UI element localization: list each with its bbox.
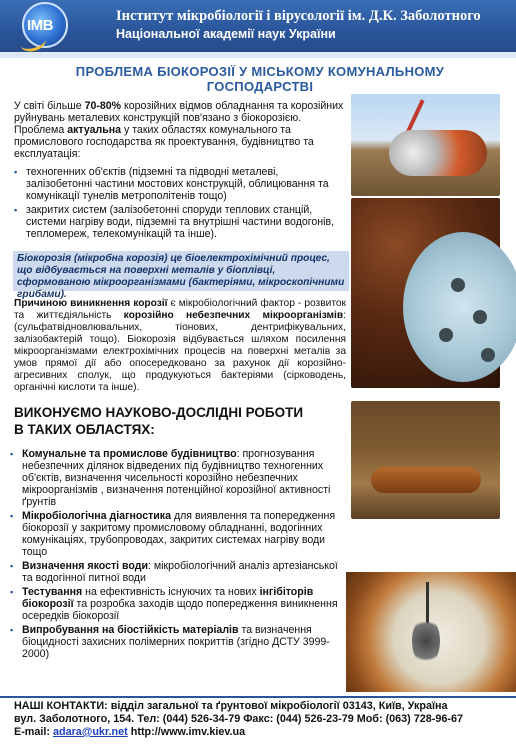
- logo-text: IMB: [27, 17, 53, 34]
- work-item-title: Випробування на біостійкість матеріалів: [22, 624, 239, 636]
- title-line-2: ГОСПОДАРСТВІ: [206, 79, 314, 94]
- intro-list-item: ▪ техногенних об'єктів (підземні та підводні металеві, залізобетонні частини мостових конструкцій, облицювання та комунікації тунелів метрополітенів тощо): [14, 166, 346, 202]
- definition-band: [13, 251, 349, 300]
- intro-percent: 70-80%: [84, 100, 122, 112]
- footer-line-3: [14, 726, 463, 739]
- corroded-pipe-shape: [371, 467, 481, 493]
- intro-text-1: У світі більше: [14, 100, 85, 112]
- page-title: [40, 64, 480, 94]
- work-item: [10, 624, 340, 660]
- contacts-footer: [14, 700, 463, 739]
- work-item-text: : прогнозування небезпечних ділянок відведених під будівництво техногенних об'єктів, визначення чисельності корозійно небезпечних мікроорганізмів , визначення потенційної корозійної активності ґрунтів: [22, 448, 331, 508]
- colony-dot: [451, 278, 465, 292]
- cause-text-1: є мікробіологічний фактор - розвиток та життєдіяльність: [14, 298, 346, 321]
- work-item-text-2: та розробка заходів щодо попередження виникнення осередків біокорозії: [22, 598, 338, 622]
- website-link[interactable]: http://www.imv.kiev.ua: [127, 726, 246, 738]
- intro-text-3: у таких областях комунального та промислового господарства як проектування, будівництво та експлуатація:: [14, 124, 314, 160]
- colony-dot: [473, 310, 487, 324]
- work-title-line-2: В ТАКИХ ОБЛАСТЯХ:: [14, 422, 155, 437]
- petri-dish-corrosion-photo: [351, 198, 500, 388]
- email-link[interactable]: adara@ukr.net: [53, 726, 128, 738]
- work-item-title: Визначення якості води: [22, 560, 149, 572]
- cause-text-2: : (сульфатвідновлювальних, тіонових, дентрифікувальних, залізобактерій тощо). Біокорозія відбувається шляхом посилення мікроорганізмами електрохімічних процесів на поверхні металів за умов прямої дії або опосередковано за рахунок дії корозійно-агресивних сполук, що продукуються бактеріями (сірководень, органічні кислоти та інше).: [14, 310, 346, 393]
- colony-dot: [481, 348, 495, 362]
- work-item-title: Тестування: [22, 586, 83, 598]
- title-line-1: ПРОБЛЕМА БІОКОРОЗІЇ У МІСЬКОМУ КОМУНАЛЬНОМУ: [75, 64, 445, 79]
- work-item-title: Мікробіологічна діагностика: [22, 510, 171, 522]
- work-item-title-2: інгібіторів біокорозії: [22, 586, 314, 610]
- work-list: [10, 448, 340, 662]
- work-title-line-1: ВИКОНУЄМО НАУКОВО-ДОСЛІДНІ РОБОТИ: [14, 405, 304, 420]
- email-label: E-mail:: [14, 726, 53, 738]
- work-item: [10, 510, 340, 558]
- work-item-text: на ефективність існуючих та нових: [82, 586, 260, 598]
- footer-line-2: вул. Заболотного, 154. Тел: (044) 526-34-79 Факс: (044) 526-23-79 Моб: (063) 728-96-67: [14, 713, 463, 725]
- intro-text-2: корозійних відмов обладнання та корозійних руйнувань металевих конструкцій пов'язано з біокорозією. Проблема: [14, 100, 344, 136]
- work-item-text: : мікробіологічний аналіз артезіанської та водогінної питної води: [22, 560, 338, 584]
- intro-list-item: ▪ закритих систем (залізобетонні споруди теплових станцій, системи нагріву води, підземні та внутрішні частини водогонів, тепломереж, телекомунікацій та інше).: [14, 204, 346, 240]
- sample-blob: [412, 616, 440, 666]
- intro-actual: актуальна: [67, 124, 122, 136]
- corroded-pipe-excavation-photo: [351, 401, 500, 519]
- cause-bold-1: Причиною виникнення корозії: [14, 298, 168, 309]
- footer-divider: [0, 696, 516, 698]
- institute-name: Інститут мікробіології і вірусології ім. Д.К. Заболотного: [116, 8, 481, 24]
- definition-text: Біокорозія (мікробна корозія) це біоелектрохімічний процес, що відбувається на поверхні металів у біоплівці, сформованою мікроорганізмами (бактеріями, мікроскопічними грибами).: [17, 253, 345, 300]
- petri-dish-shape: [403, 232, 516, 382]
- microscope-sample-photo: [346, 572, 516, 692]
- institute-logo: [22, 2, 68, 48]
- intro-paragraph: [14, 100, 346, 160]
- pipeline-construction-photo: [351, 94, 500, 196]
- work-item: [10, 560, 340, 584]
- intro-list: [14, 166, 346, 242]
- colony-dot: [439, 328, 453, 342]
- work-item-text: для виявлення та попередження біокорозії у закритому промисловому обладнанні, водогінних комунікаціях, трубопроводах, закритих системах нагріву води тощо: [22, 510, 336, 558]
- footer-line-1: НАШІ КОНТАКТИ: відділ загальної та ґрунтової мікробіології 03143, Київ, Україна: [14, 700, 448, 712]
- header-stripe: [0, 52, 516, 58]
- work-item: [10, 448, 340, 508]
- academy-name: Національної академії наук України: [116, 27, 336, 41]
- cause-bold-2: корозійно небезпечних мікроорганізмів: [123, 310, 344, 321]
- header-bar: [0, 0, 516, 52]
- logo-swirl: [18, 31, 48, 54]
- work-item: [10, 586, 340, 622]
- work-item-text: та визначення біоцидності захисних полімерних покриттів (згідно ДСТУ 3999-2000): [22, 624, 330, 660]
- work-item-title: Комунальне та промислове будівництво: [22, 448, 237, 460]
- work-title: [14, 404, 303, 438]
- pipe-shape: [389, 130, 487, 176]
- cause-paragraph: [14, 298, 346, 394]
